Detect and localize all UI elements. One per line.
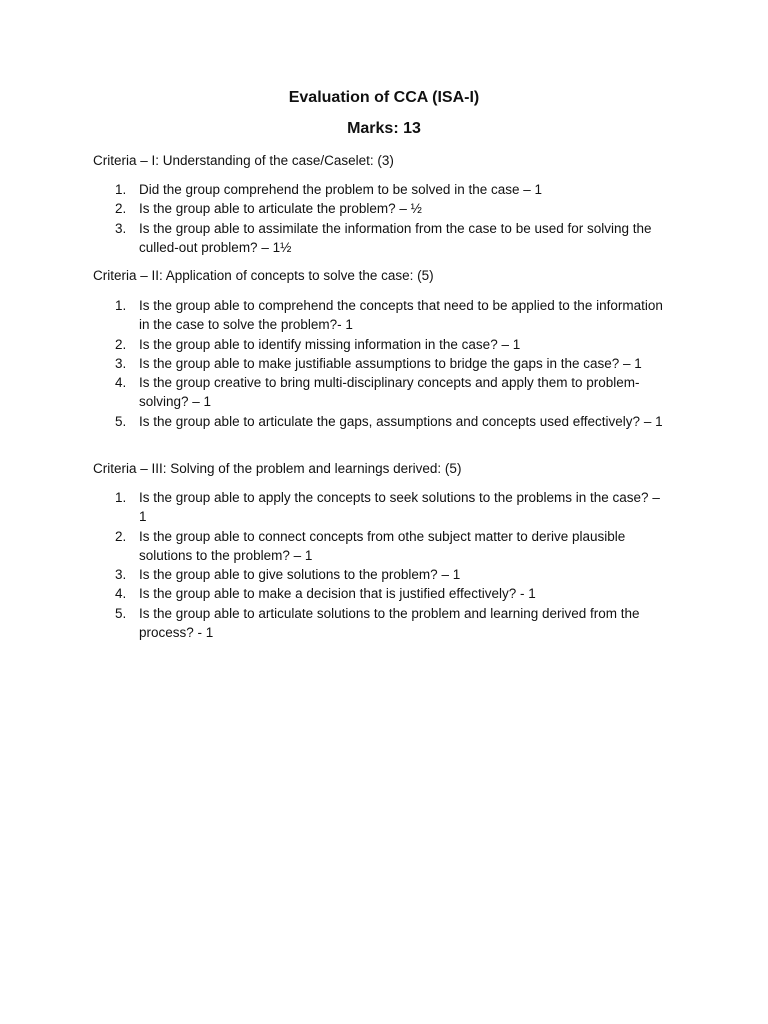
item-number: 1. — [115, 182, 127, 197]
list-item — [108, 488, 668, 527]
item-text: Is the group able to identify missing information in the case? – 1 — [139, 336, 521, 352]
criteria-heading-3: Criteria – III: Solving of the problem and learnings derived: (5) — [93, 461, 462, 476]
list-item — [108, 180, 668, 199]
list-item — [108, 584, 668, 603]
criteria-heading-1: Criteria – I: Understanding of the case/Caselet: (3) — [93, 153, 394, 168]
item-number: 4. — [115, 586, 127, 602]
item-number: 3. — [115, 567, 127, 583]
item-text: Is the group able to connect concepts from othe subject matter to derive plausible solutions to the problem? – 1 — [139, 528, 626, 563]
item-number: 3. — [115, 220, 127, 236]
item-text: Is the group able to make justifiable assumptions to bridge the gaps in the case? – 1 — [139, 355, 642, 371]
item-number: 4. — [115, 375, 127, 391]
criteria-heading-2: Criteria – II: Application of concepts to solve the case: (5) — [93, 268, 434, 283]
item-text: Is the group able to apply the concepts to seek solutions to the problems in the case? – 1 — [139, 490, 660, 525]
list-item — [108, 604, 668, 643]
item-number: 5. — [115, 413, 127, 429]
item-text: Did the group comprehend the problem to be solved in the case – 1 — [139, 182, 543, 197]
item-text: Is the group able to articulate solutions to the problem and learning derived from the process? - 1 — [139, 605, 640, 641]
document-title: Evaluation of CCA (ISA-I) — [288, 89, 480, 106]
criteria-list-2 — [108, 296, 668, 431]
list-item — [108, 412, 668, 431]
item-text: Is the group able to assimilate the information from the case to be used for solving the culled-out problem? – 1½ — [139, 220, 652, 255]
item-number: 2. — [115, 336, 127, 352]
criteria-list-1 — [108, 180, 668, 257]
item-text: Is the group able to articulate the problem? – ½ — [139, 201, 422, 217]
item-number: 1. — [115, 490, 127, 505]
item-number: 2. — [115, 528, 127, 544]
criteria-list-3 — [108, 488, 668, 642]
item-number: 5. — [115, 605, 127, 621]
item-text: Is the group able to give solutions to the problem? – 1 — [139, 567, 461, 583]
marks-total: Marks: 13 — [347, 120, 421, 137]
list-item — [108, 373, 668, 412]
list-item — [108, 199, 668, 218]
item-text: Is the group creative to bring multi-disciplinary concepts and apply them to problem-solving? – 1 — [139, 375, 640, 410]
item-text: Is the group able to comprehend the concepts that need to be applied to the information in the case to solve the problem?- 1 — [139, 298, 663, 333]
list-item — [108, 219, 668, 258]
list-item — [108, 565, 668, 584]
item-text: Is the group able to articulate the gaps, assumptions and concepts used effectively? – 1 — [139, 413, 663, 429]
list-item — [108, 354, 668, 373]
list-item — [108, 296, 668, 335]
item-number: 2. — [115, 201, 127, 217]
item-number: 3. — [115, 355, 127, 371]
item-text: Is the group able to make a decision that is justified effectively? - 1 — [139, 586, 536, 602]
list-item — [108, 335, 668, 354]
list-item — [108, 527, 668, 566]
item-number: 1. — [115, 298, 127, 313]
